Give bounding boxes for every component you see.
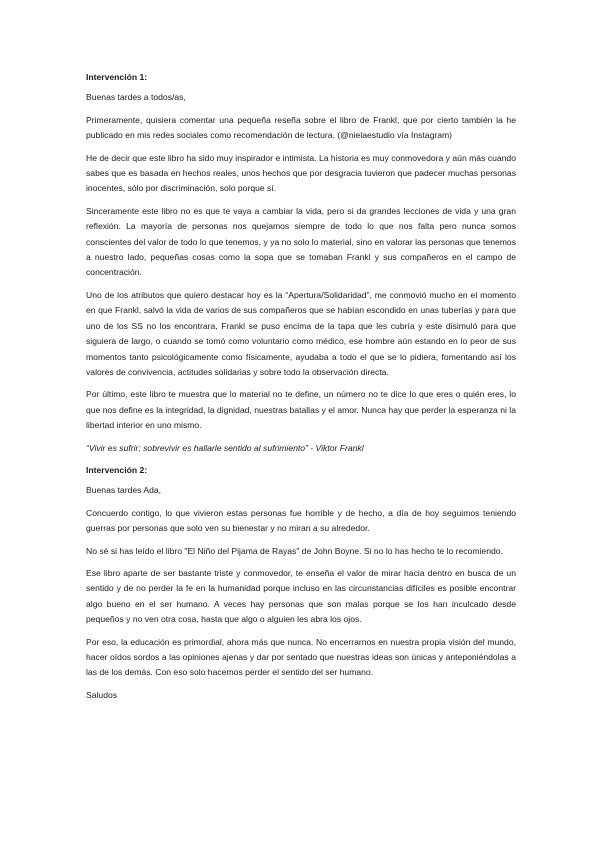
- intervention-1-paragraph: Primeramente, quisiera comentar una pequeña reseña sobre el libro de Frankl, que por cierto también la he publicado en mis redes sociales como recomendación de lectura. (@nielaestudio vía Instagram): [86, 114, 516, 141]
- intervention-1-paragraph: He de decir que este libro ha sido muy inspirador e intimista. La historia es muy conmovedora y aún más cuando sabes que es basada en hechos reales, unos hechos que por desgracia tuvieron que padecer muchas personas inocentes, sólo por discriminación, solo porque sí.: [86, 152, 516, 194]
- intervention-2-paragraph: Por eso, la educación es primordial, ahora más que nunca. No encerrarnos en nuestra propia visión del mundo, hacer oídos sordos a las opiniones ajenas y dar por sentado que nuestras ideas son únicas y anteponiéndolas a las de los demás. Con eso solo hacemos perder el sentido del ser humano.: [86, 636, 516, 678]
- intervention-2-paragraph: Concuerdo contigo, lo que vivieron estas personas fue horrible y de hecho, a día de hoy seguimos teniendo guerras por personas que solo ven su bienestar y no miran a su alrededor.: [86, 507, 516, 534]
- document-page: [86, 70, 516, 703]
- intervention-2-paragraph: No sé si has leído el libro "El Niño del Pijama de Rayas" de John Boyne. Si no lo has hecho te lo recomiendo.: [86, 545, 503, 556]
- intervention-2-heading: Intervención 2:: [86, 464, 148, 475]
- closing-salutation: Saludos: [86, 689, 118, 700]
- frankl-quote: “Vivir es sufrir; sobrevivir es hallarle sentido al sufrimiento” - Viktor Frankl: [86, 442, 364, 453]
- intervention-1-paragraph: Por último, este libro te muestra que lo material no te define, un número no te dice lo que eres o quién eres, lo que nos define es la integridad, la dignidad, nuestras batallas y el amor. Nunca hay que perder la esperanza ni la libertad interior en uno mismo.: [86, 389, 516, 431]
- intervention-2-paragraph: Ese libro aparte de ser bastante triste y conmovedor, te enseña el valor de mirar hacia dentro en busca de un sentido y de no perder la fe en la humanidad porque incluso en las circunstancias difíciles es posible encontrar algo bueno en el ser humano. A veces hay personas que son malas porque se los han inculcado desde pequeños y no ven otra cosa, hasta que algo o alguien les abra los ojos.: [86, 567, 516, 625]
- intervention-1-paragraph: Uno de los atributos que quiero destacar hoy es la “Apertura/Solidaridad”, me conmovió mucho en el momento en que Frankl, salvó la vida de varios de sus compañeros que se habían escondido en unas tuberías y para que uno de los SS no los encontrara, Frankl se puso encima de la tapa que les cubría y este disimuló para que siguiera de largo, o cuando se tomó como voluntario como médico, ese hombre aún estando en lo peor de sus momentos tanto psicológicamente como físicamente, ayudaba a todo el que se lo pidiera, fomentando así los valores de convivencia, actitudes solidarias y sobre todo la observación directa.: [86, 289, 516, 377]
- intervention-1-paragraph: Sinceramente este libro no es que te vaya a cambiar la vida, pero si da grandes lecciones de vida y una gran reflexión. La mayoría de personas nos quejamos siempre de todo lo que nos falta pero nunca somos conscientes del valor de todo lo que tenemos, y ya no solo lo material, sino en valorar las personas que tenemos a nuestro lado, pequeñas cosas como la sopa que se tomaban Frankl y sus compañeros en el campo de concentración.: [86, 205, 516, 278]
- intervention-1-heading: Intervención 1:: [86, 72, 148, 82]
- intervention-1-greeting: Buenas tardes a todos/as,: [86, 92, 186, 103]
- intervention-2-greeting: Buenas tardes Ada,: [86, 485, 162, 496]
